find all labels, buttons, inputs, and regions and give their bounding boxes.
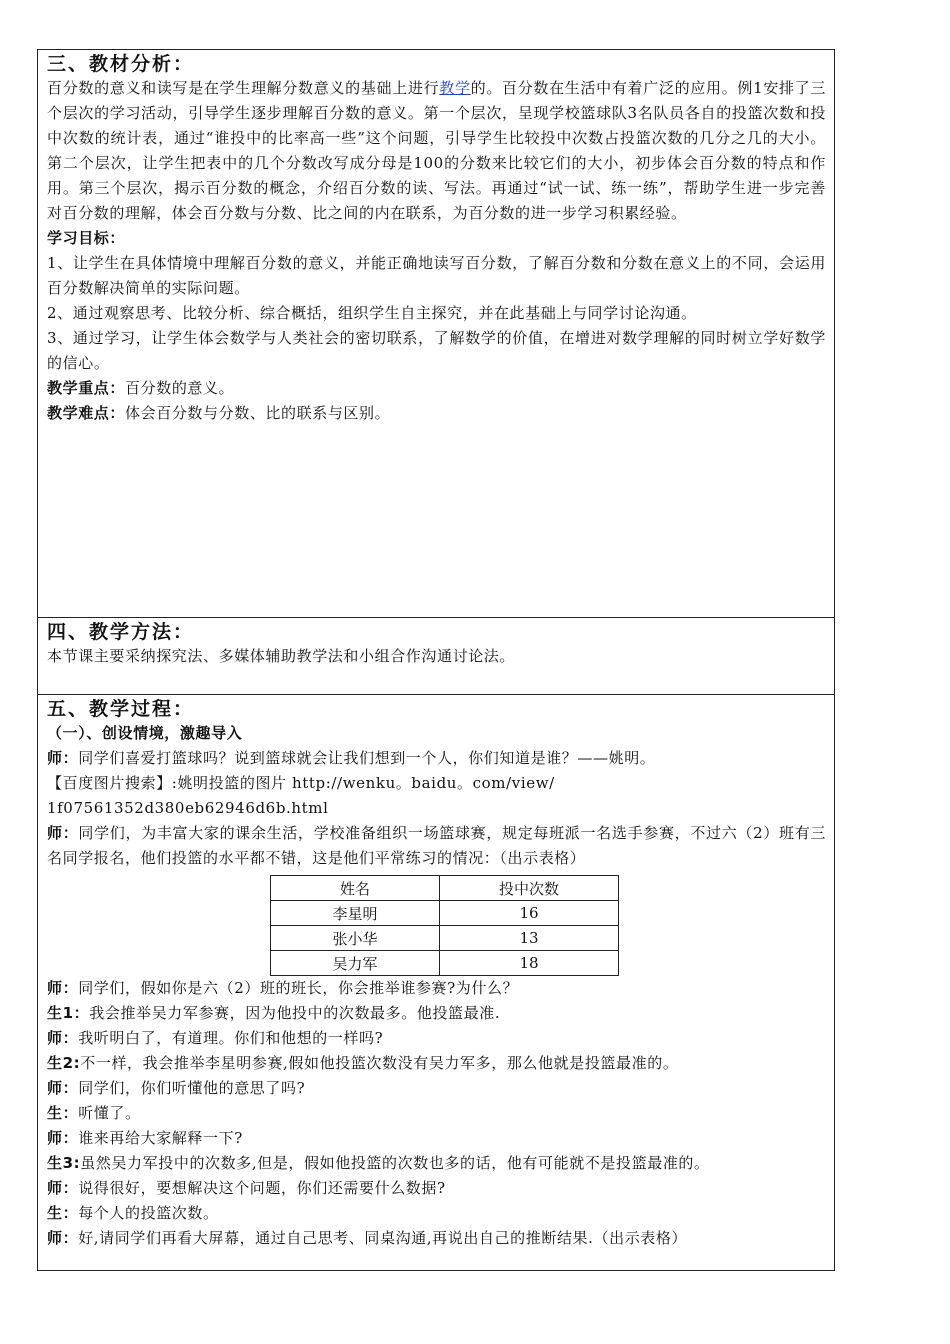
difficulty-text: 体会百分数与分数、比的联系与区别。 [125,404,391,422]
speech-text: 同学们，你们听懂他的意思了吗? [78,1079,306,1097]
dialogue-line [47,1176,826,1201]
image-search-reference: 【百度图片搜索】:姚明投篮的图片 http://wenku。baidu。com/view/ [47,774,555,792]
speaker-label: 师： [47,1129,79,1147]
cell-name: 李星明 [271,901,440,926]
section-textbook-analysis [38,50,834,618]
teaching-methods-text: 本节课主要采纳探究法、多媒体辅助教学法和小组合作沟通讨论法。 [47,647,516,665]
teaching-link[interactable]: 教学 [439,79,471,97]
section-teaching-methods [38,618,834,695]
dialogue-line [47,1026,826,1051]
teacher-line-context [47,821,826,871]
dialogue-line [47,1101,826,1126]
header-name: 姓名 [271,876,440,901]
speaker-label: 生2: [47,1054,81,1072]
learning-goals-label: 学习目标： [47,229,126,247]
dialogue-line [47,1201,826,1226]
speech-text: 同学们，假如你是六（2）班的班长，你会推举谁参赛?为什么？ [78,979,519,997]
dialogue-line [47,1001,826,1026]
speaker-label: 师： [47,1079,79,1097]
speech-text: 同学们喜爱打篮球吗？说到篮球就会让我们想到一个人，你们知道是谁？——姚明。 [78,749,656,767]
speech-text: 听懂了。 [78,1104,141,1122]
speaker-label: 师： [47,1029,79,1047]
speaker-label: 师： [47,979,79,997]
header-hits: 投中次数 [440,876,619,901]
subsection-1-title: （一）、创设情境，激趣导入 [47,724,243,742]
paragraph-text-rest: 的。百分数在生活中有着广泛的应用。例1安排了三个层次的学习活动，引导学生逐步理解百分数的意义。第一个层次，呈现学校篮球队3名队员各自的投篮次数和投中次数的统计表，通过“谁投中的比率高一些”这个问题，引导学生比较投中次数占投篮次数的几分之几的大小。第二个层次，让学生把表中的几个分数改写成分母是100的分数来比较它们的大小，初步体会百分数的特点和作用。第三个层次，揭示百分数的概念，介绍百分数的读、写法。再通过“试一试、练一练”，帮助学生进一步完善对百分数的理解，体会百分数与分数、比之间的内在联系，为百分数的进一步学习积累经验。 [47,79,826,222]
table-row [271,951,619,976]
section-3-heading: 三、教材分析： [47,53,195,75]
speaker-label: 生： [47,1204,79,1222]
paragraph-text-start: 百分数的意义和读写是在学生理解分数意义的基础上进行 [47,79,440,97]
cell-hits: 18 [440,951,619,976]
textbook-analysis-paragraph [47,76,826,226]
table-row [271,926,619,951]
cell-hits: 16 [440,901,619,926]
learning-goal-1: 1、让学生在具体情境中理解百分数的意义，并能正确地读写百分数，了解百分数和分数在意义上的不同，会运用百分数解决简单的实际问题。 [47,254,826,297]
difficulty-label: 教学难点： [47,404,126,422]
dialogue-line [47,1051,826,1076]
speaker-label: 生3: [47,1154,81,1172]
teaching-key-point [47,376,826,401]
speech-text: 每个人的投篮次数。 [78,1204,219,1222]
speaker-label: 师： [47,824,79,842]
speaker-label: 生1： [47,1004,90,1022]
dialogue-line [47,1151,826,1176]
learning-goal-3: 3、通过学习，让学生体会数学与人类社会的密切联系，了解数学的价值，在增进对数学理解的同时树立学好数学的信心。 [47,329,826,372]
cell-name: 张小华 [271,926,440,951]
shooting-score-table [270,875,619,976]
image-search-url: 1f07561352d380eb62946d6b.html [47,799,329,817]
table-header-row [271,876,619,901]
speech-text: 好,请同学们再看大屏幕，通过自己思考、同桌沟通,再说出自己的推断结果.（出示表格） [78,1229,688,1247]
speaker-label: 生： [47,1104,79,1122]
section-4-heading: 四、教学方法： [47,621,195,643]
key-point-text: 百分数的意义。 [125,379,235,397]
lesson-plan-table [37,49,835,1271]
teaching-difficulty [47,401,826,426]
dialogue-line [47,1076,826,1101]
table-row [271,901,619,926]
speech-text: 同学们，为丰富大家的课余生活，学校准备组织一场篮球赛，规定每班派一名选手参赛，不过六（2）班有三名同学报名，他们投篮的水平都不错，这是他们平常练习的情况：（出示表格） [47,824,826,867]
dialogue-line [47,976,826,1001]
cell-name: 吴力军 [271,951,440,976]
section-teaching-process [38,695,834,1272]
speech-text: 虽然吴力军投中的次数多,但是，假如他投篮的次数也多的话，他有可能就不是投篮最准的。 [80,1154,710,1172]
dialogue-line [47,1226,826,1251]
dialogue-line [47,1126,826,1151]
speaker-label: 师： [47,1229,79,1247]
speech-text: 我听明白了，有道理。你们和他想的一样吗? [78,1029,384,1047]
section-5-heading: 五、教学过程： [47,698,195,720]
speaker-label: 师： [47,749,79,767]
learning-goal-2: 2、通过观察思考、比较分析、综合概括，组织学生自主探究，并在此基础上与同学讨论沟通。 [47,304,697,322]
speech-text: 不一样，我会推举李星明参赛,假如他投篮次数没有吴力军多，那么他就是投篮最准的。 [80,1054,679,1072]
speaker-label: 师： [47,1179,79,1197]
speech-text: 我会推举吴力军参赛，因为他投中的次数最多。他投篮最准. [89,1004,501,1022]
cell-hits: 13 [440,926,619,951]
teacher-line-intro [47,746,826,771]
speech-text: 说得很好，要想解决这个问题，你们还需要什么数据? [78,1179,446,1197]
speech-text: 谁来再给大家解释一下? [78,1129,243,1147]
key-point-label: 教学重点： [47,379,126,397]
